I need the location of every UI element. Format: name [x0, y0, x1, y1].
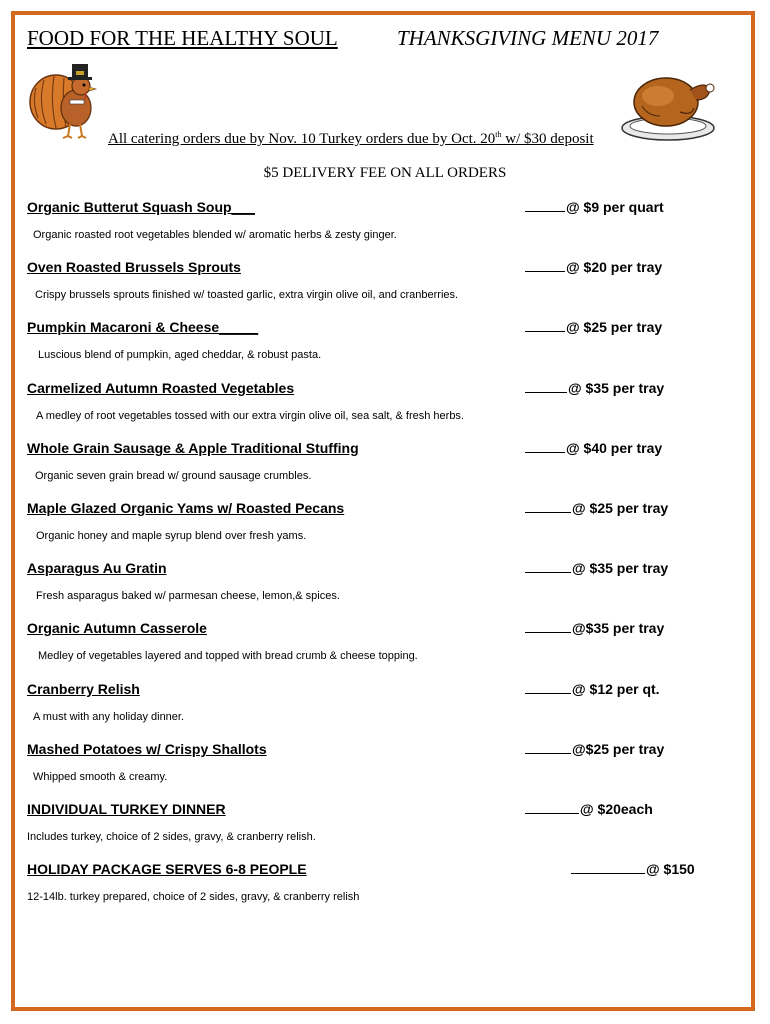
roast-turkey-platter-icon: [620, 66, 716, 144]
price-text: @ $20 per tray: [566, 259, 663, 275]
menu-item-price: [525, 319, 662, 335]
menu-item-name: [27, 319, 258, 335]
menu-item-description: 12-14lb. turkey prepared, choice of 2 sides, gravy, & cranberry relish: [27, 891, 360, 903]
menu-item-title: Oven Roasted Brussels Sprouts: [27, 259, 241, 275]
menu-item-description: Includes turkey, choice of 2 sides, gravy, & cranberry relish.: [27, 831, 316, 843]
menu-item-price: [525, 681, 660, 697]
menu-item-price: [525, 560, 668, 576]
price-text: @ $20each: [580, 801, 653, 817]
menu-item-name: [27, 741, 267, 757]
price-text: @$35 per tray: [572, 620, 665, 636]
menu-item-price: [525, 620, 664, 636]
menu-item-title: Asparagus Au Gratin: [27, 560, 167, 576]
menu-item-price: [525, 440, 662, 456]
menu-item-name: [27, 500, 344, 516]
menu-title: THANKSGIVING MENU 2017: [397, 26, 659, 50]
delivery-fee-notice: $5 DELIVERY FEE ON ALL ORDERS: [263, 165, 507, 181]
menu-item-price: [525, 380, 664, 396]
menu-item-price: [525, 801, 653, 817]
menu-item-description: A medley of root vegetables tossed with our extra virgin olive oil, sea salt, & fresh herbs.: [36, 410, 464, 422]
menu-item-name: [27, 440, 359, 456]
menu-item-description: Whipped smooth & creamy.: [33, 771, 168, 783]
order-deadlines: All catering orders due by Nov. 10 Turkey orders due by Oct. 20th w/ $30 deposit: [108, 130, 594, 147]
menu-item-title: Organic Autumn Casserole: [27, 620, 207, 636]
menu-item-description: Organic seven grain bread w/ ground sausage crumbles.: [35, 470, 312, 482]
quantity-blank-line[interactable]: [525, 560, 571, 573]
menu-item-title: Carmelized Autumn Roasted Vegetables: [27, 380, 295, 396]
price-text: @ $12 per qt.: [572, 681, 660, 697]
quantity-blank-line[interactable]: [571, 861, 645, 874]
pilgrim-turkey-icon: [26, 58, 106, 140]
menu-item-name: [27, 259, 241, 275]
quantity-blank-line[interactable]: [525, 681, 571, 694]
menu-item-price: [571, 861, 695, 877]
menu-item-description: Fresh asparagus baked w/ parmesan cheese, lemon,& spices.: [36, 590, 340, 602]
menu-item-name: [27, 681, 140, 697]
menu-item-title: Cranberry Relish: [27, 681, 140, 697]
menu-item-name: [27, 380, 294, 396]
price-text: @ $150: [646, 861, 695, 877]
menu-item-description: A must with any holiday dinner.: [33, 711, 185, 723]
menu-item-title: HOLIDAY PACKAGE SERVES 6-8 PEOPLE: [27, 861, 307, 877]
price-text: @ $35 per tray: [568, 380, 665, 396]
menu-item-price: [525, 741, 664, 757]
menu-item-description: Medley of vegetables layered and topped with bread crumb & cheese topping.: [38, 650, 418, 662]
quantity-blank-line[interactable]: [525, 741, 571, 754]
menu-item-title: Mashed Potatoes w/ Crispy Shallots: [27, 741, 267, 757]
menu-item-name: [27, 861, 307, 877]
menu-item-title: INDIVIDUAL TURKEY DINNER: [27, 801, 226, 817]
quantity-blank-line[interactable]: [525, 440, 565, 453]
menu-item-price: [525, 199, 664, 215]
menu-item-price: [525, 500, 668, 516]
menu-item-name: [27, 801, 226, 817]
menu-item-title: Pumpkin Macaroni & Cheese: [27, 319, 220, 335]
menu-item-description: Organic roasted root vegetables blended w/ aromatic herbs & zesty ginger.: [33, 229, 397, 241]
quantity-blank-line[interactable]: [525, 259, 565, 272]
price-text: @ $40 per tray: [566, 440, 663, 456]
menu-item-description: Luscious blend of pumpkin, aged cheddar, & robust pasta.: [38, 349, 322, 361]
quantity-blank-line[interactable]: [525, 620, 571, 633]
menu-item-description: Organic honey and maple syrup blend over fresh yams.: [36, 530, 307, 542]
menu-item-name: [27, 560, 167, 576]
menu-item-description: Crispy brussels sprouts finished w/ toasted garlic, extra virgin olive oil, and cranberries.: [35, 289, 459, 301]
quantity-blank-line[interactable]: [525, 500, 571, 513]
business-title: FOOD FOR THE HEALTHY SOUL: [27, 26, 338, 50]
price-text: @ $25 per tray: [566, 319, 663, 335]
menu-item-name: [27, 199, 255, 215]
quantity-blank-line[interactable]: [525, 380, 567, 393]
menu-item-price: [525, 259, 662, 275]
menu-item-underline-tail: _____: [219, 319, 259, 335]
quantity-blank-line[interactable]: [525, 801, 579, 814]
menu-item-title: Maple Glazed Organic Yams w/ Roasted Pecans: [27, 500, 345, 516]
menu-item-title: Organic Butterut Squash Soup: [27, 199, 232, 215]
price-text: @ $35 per tray: [572, 560, 669, 576]
menu-item-name: [27, 620, 207, 636]
menu-item-underline-tail: ___: [231, 199, 255, 215]
menu-item-title: Whole Grain Sausage & Apple Traditional Stuffing: [27, 440, 359, 456]
quantity-blank-line[interactable]: [525, 199, 565, 212]
price-text: @ $25 per tray: [572, 500, 669, 516]
price-text: @ $9 per quart: [566, 199, 664, 215]
quantity-blank-line[interactable]: [525, 319, 565, 332]
price-text: @$25 per tray: [572, 741, 665, 757]
